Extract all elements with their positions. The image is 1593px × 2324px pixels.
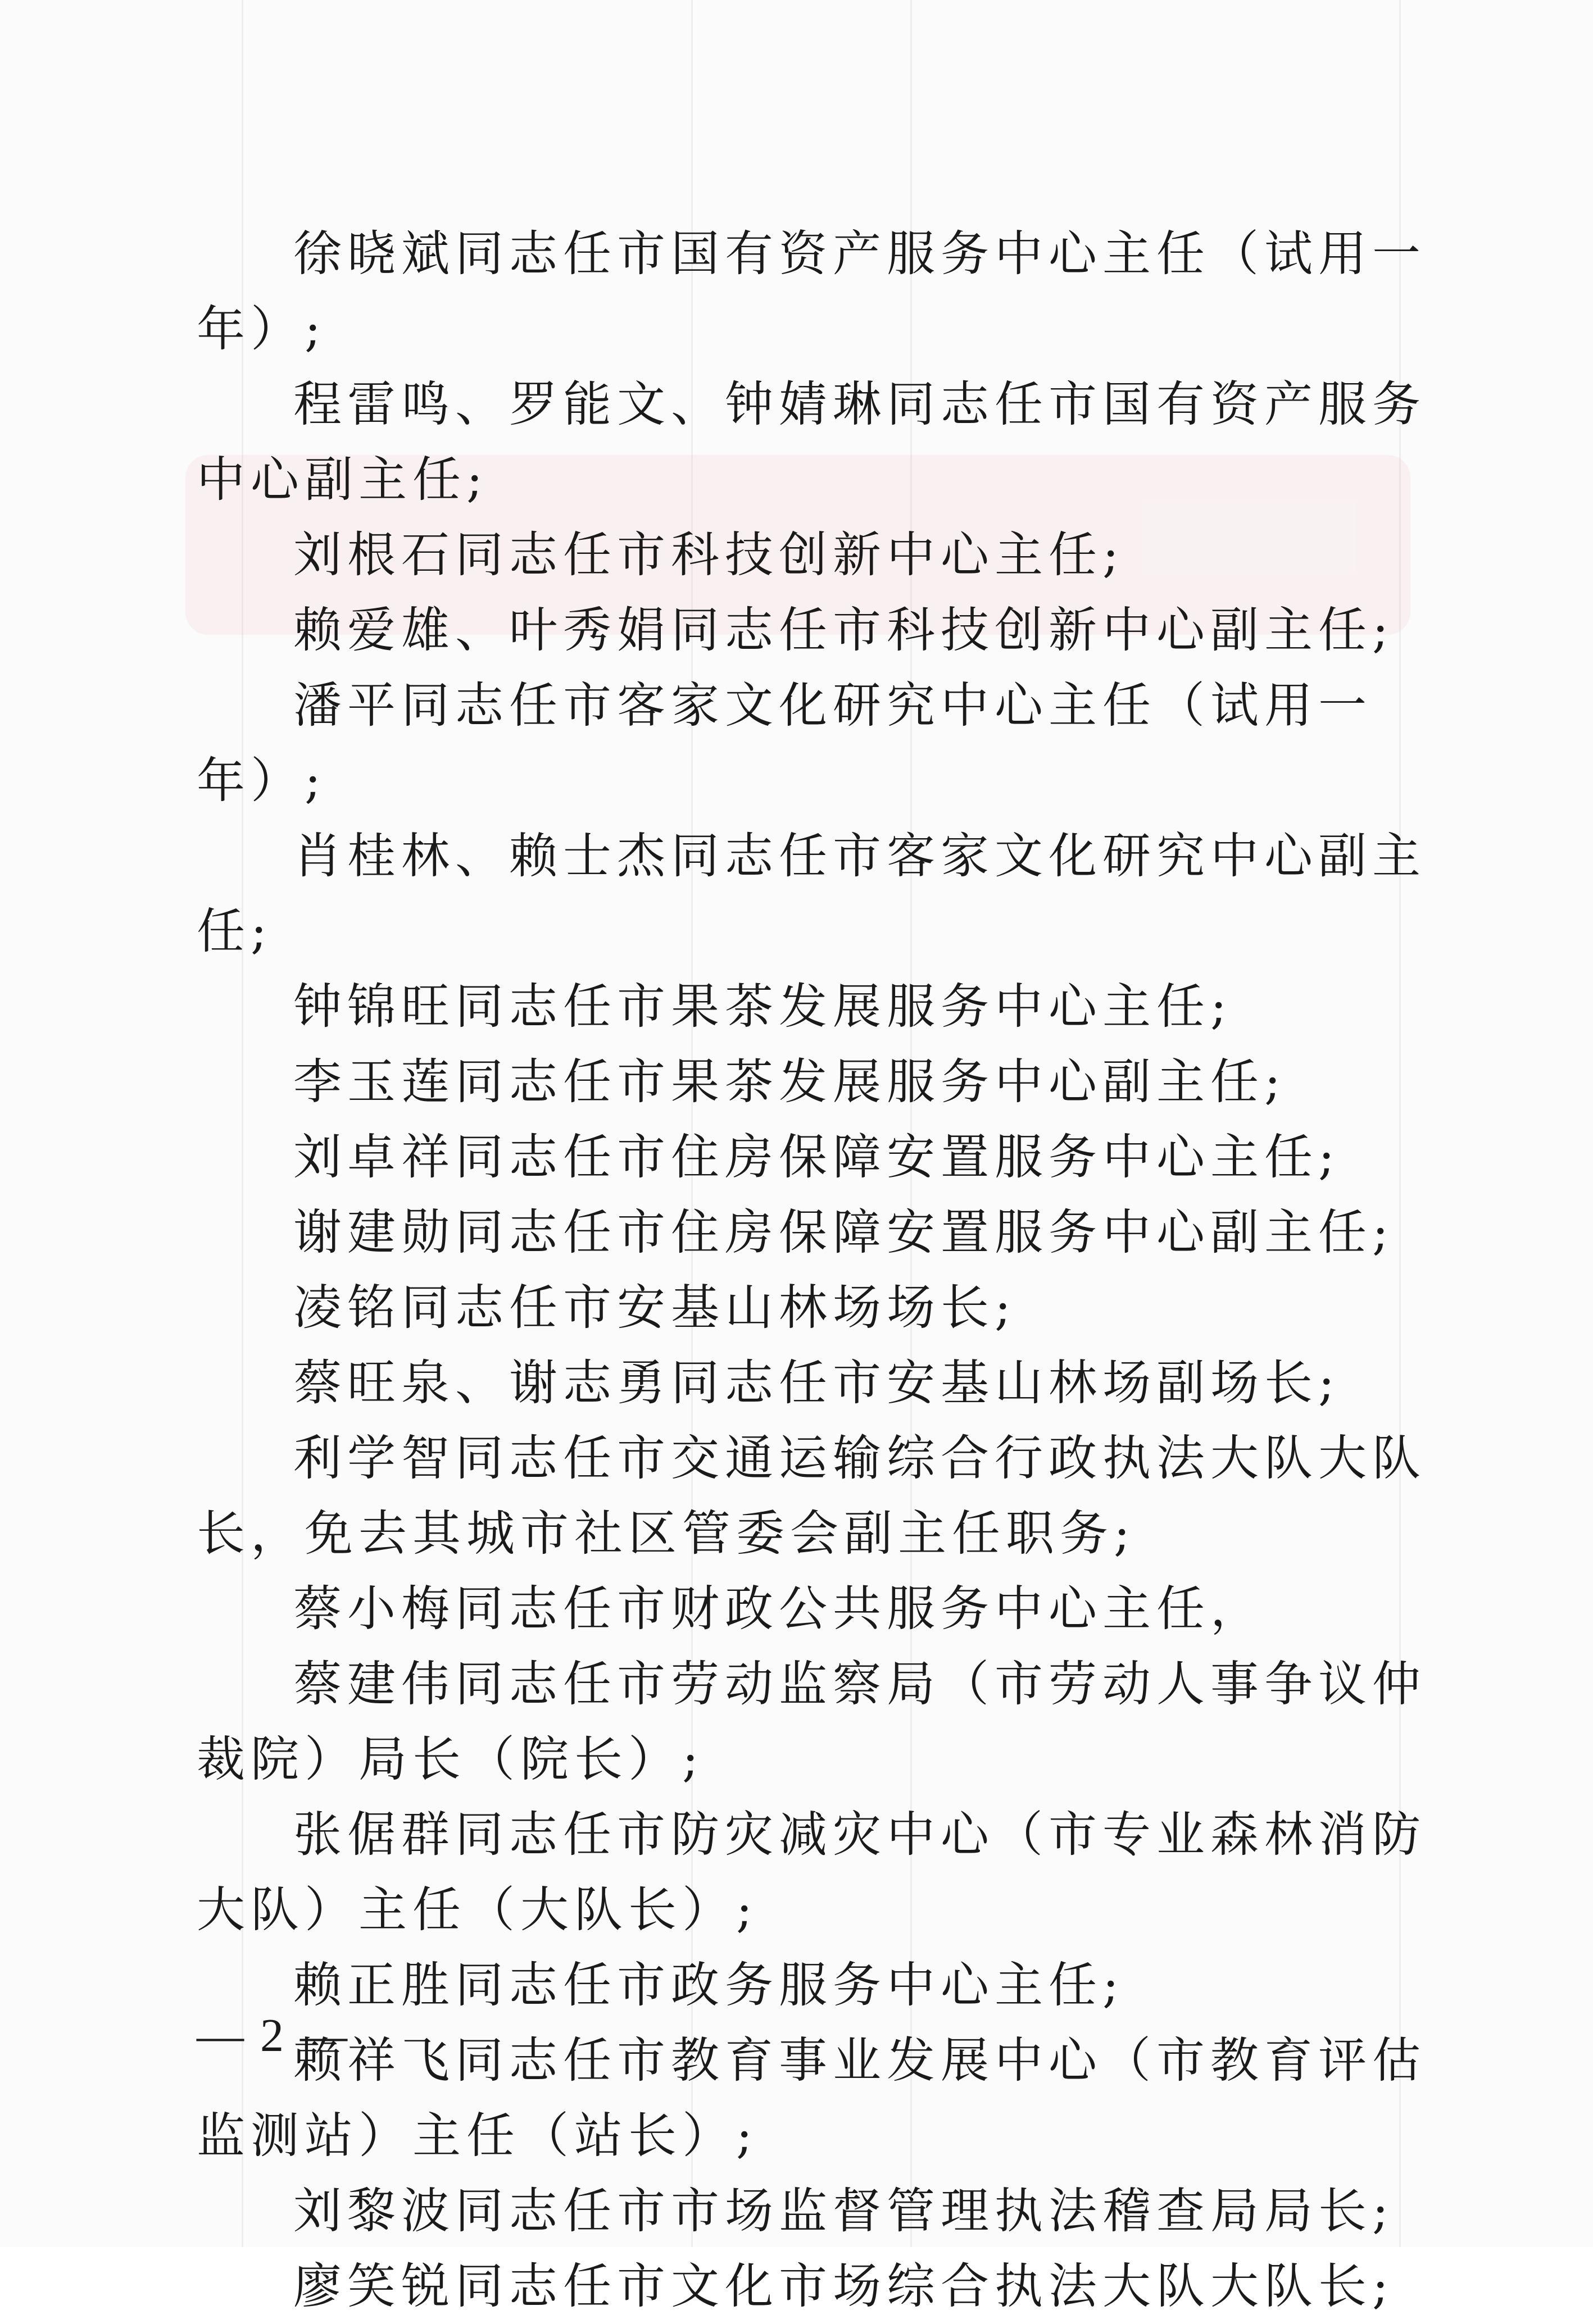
appointment-paragraph: 利学智同志任市交通运输综合行政执法大队大队长，免去其城市社区管委会副主任职务;: [197, 1430, 1426, 1562]
appointment-paragraph: 刘根石同志任市科技创新中心主任;: [293, 527, 1124, 583]
appointment-paragraph: 刘卓祥同志任市住房保障安置服务中心主任;: [293, 1129, 1340, 1185]
appointment-paragraph: 李玉莲同志任市果茶发展服务中心副主任;: [293, 1054, 1286, 1110]
document-body: [197, 216, 1433, 2324]
appointment-paragraph: 程雷鸣、罗能文、钟婧琳同志任市国有资产服务中心副主任;: [197, 376, 1426, 508]
page-number: — 2 —: [197, 2009, 350, 2062]
appointment-paragraph: 徐晓斌同志任市国有资产服务中心主任（试用一年）;: [197, 226, 1426, 357]
appointment-paragraph: 蔡旺泉、谢志勇同志任市安基山林场副场长;: [293, 1355, 1340, 1411]
appointment-paragraph: 潘平同志任市客家文化研究中心主任（试用一年）;: [197, 677, 1372, 809]
appointment-paragraph: 凌铭同志任市安基山林场场长;: [293, 1280, 1016, 1336]
appointment-paragraph: 蔡建伟同志任市劳动监察局（市劳动人事争议仲裁院）局长（院长）;: [197, 1656, 1426, 1788]
appointment-paragraph: 赖正胜同志任市政务服务中心主任;: [293, 1957, 1124, 2013]
appointment-paragraph: 钟锦旺同志任市果茶发展服务中心主任;: [293, 979, 1232, 1035]
appointment-paragraph: 赖爱雄、叶秀娟同志任市科技创新中心副主任;: [293, 602, 1394, 658]
appointment-paragraph: 肖桂林、赖士杰同志任市客家文化研究中心副主任;: [197, 828, 1426, 959]
appointment-paragraph: 张倨群同志任市防灾减灾中心（市专业森林消防大队）主任（大队长）;: [197, 1807, 1426, 1938]
appointment-paragraph: 廖笑锐同志任市文化市场综合执法大队大队长;: [293, 2258, 1394, 2314]
appointment-paragraph: 蔡小梅同志任市财政公共服务中心主任，: [293, 1581, 1264, 1637]
appointment-paragraph: 赖祥飞同志任市教育事业发展中心（市教育评估监测站）主任（站长）;: [197, 2032, 1426, 2164]
appointment-paragraph: 谢建勋同志任市住房保障安置服务中心副主任;: [293, 1204, 1394, 1261]
appointment-paragraph: 刘黎波同志任市市场监督管理执法稽查局局长;: [293, 2183, 1394, 2239]
